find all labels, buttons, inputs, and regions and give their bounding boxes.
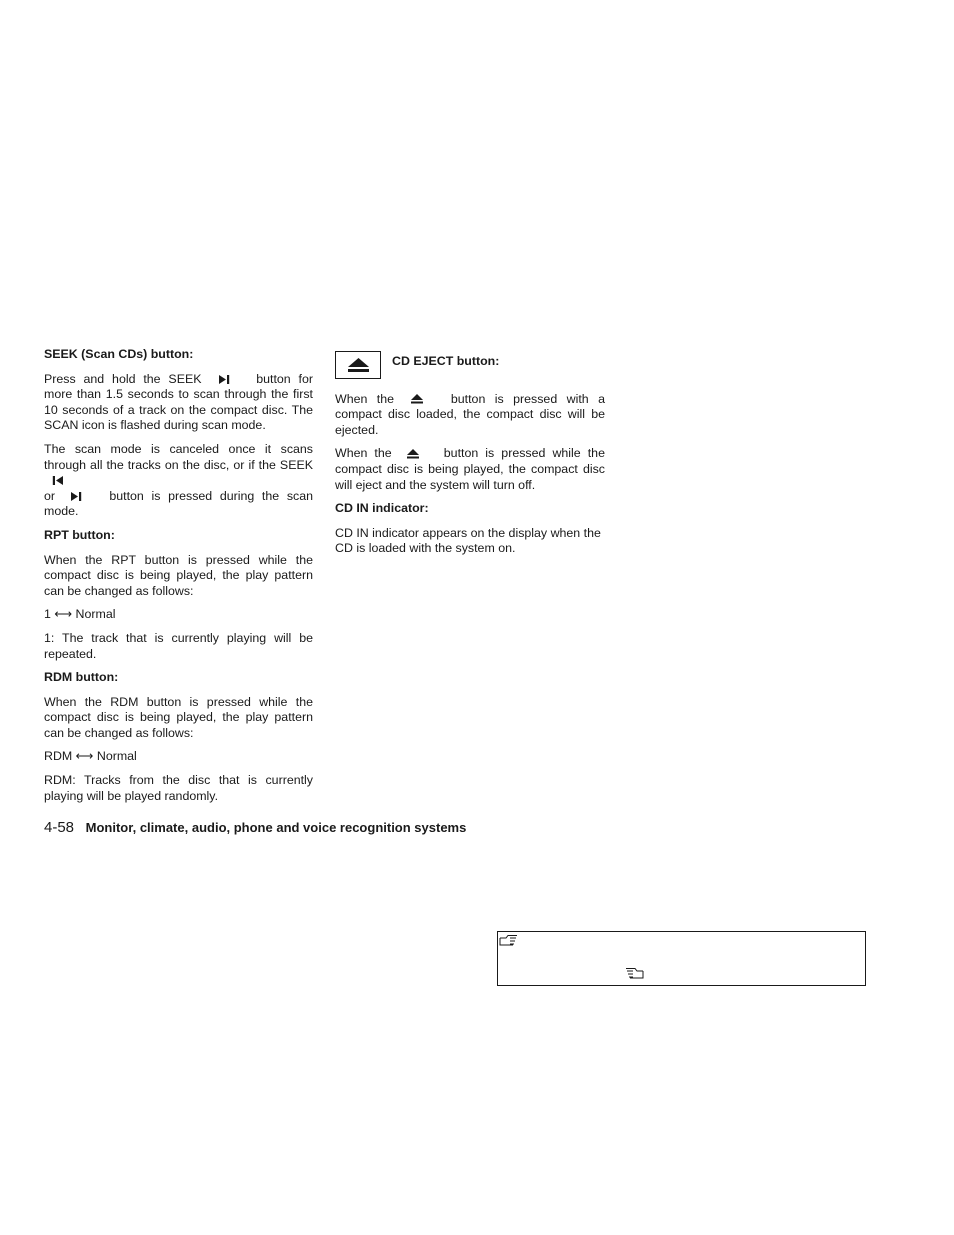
seek-heading: SEEK (Scan CDs) button: [44,347,194,361]
rpt-cycle: 1 ⟷ Normal [44,607,116,622]
rpt-heading: RPT button: [44,527,115,542]
page-number: 4-58 [44,819,75,836]
eject-icon [411,394,423,404]
page-footer [44,819,466,836]
rdm-paragraph-1: When the RDM button is pressed while the compact disc is being played, the play pattern can be changed as follows: [44,694,313,740]
seek-forward-icon [219,375,230,384]
rpt-paragraph-1: When the RPT button is pressed while the compact disc is being played, the play pattern can be changed as follows: [44,552,313,598]
seek-paragraph-2: The scan mode is canceled once it scans through all the tracks on the disc, or if the SEEK or button is pressed during the scan mode. [44,441,313,519]
rdm-paragraph-2: RDM: Tracks from the disc that is currently playing will be played randomly. [44,773,313,803]
rpt-paragraph-2: 1: The track that is currently playing will be repeated. [44,630,313,661]
note-box [497,931,866,986]
pointing-hand-icon [499,934,519,952]
eject-icon [348,358,369,373]
left-column [44,347,313,812]
cd-in-paragraph: CD IN indicator appears on the display when the CD is loaded with the system on. [335,525,601,556]
middle-column [335,347,605,565]
eject-icon [407,449,419,459]
eject-button-illustration [335,351,381,379]
seek-paragraph-1: Press and hold the SEEK button for more than 1.5 seconds to scan through the first 10 seconds of a track on the compact disc. The SCAN icon is flashed during scan mode. [44,371,313,433]
eject-paragraph-2: When the button is pressed while the compact disc is being played, the compact disc will eject and the system will turn off. [335,446,605,492]
rdm-heading: RDM button: [44,670,119,685]
section-title: Monitor, climate, audio, phone and voice recognition systems [85,820,467,835]
seek-forward-icon [71,492,82,501]
rdm-cycle: RDM ⟷ Normal [44,749,137,764]
seek-back-icon [52,476,63,485]
cd-in-heading: CD IN indicator: [335,501,429,516]
pointing-hand-icon [624,967,644,985]
eject-paragraph-1: When the button is pressed with a compact disc loaded, the compact disc will be ejected. [335,391,605,437]
eject-heading: CD EJECT button: [392,354,500,368]
